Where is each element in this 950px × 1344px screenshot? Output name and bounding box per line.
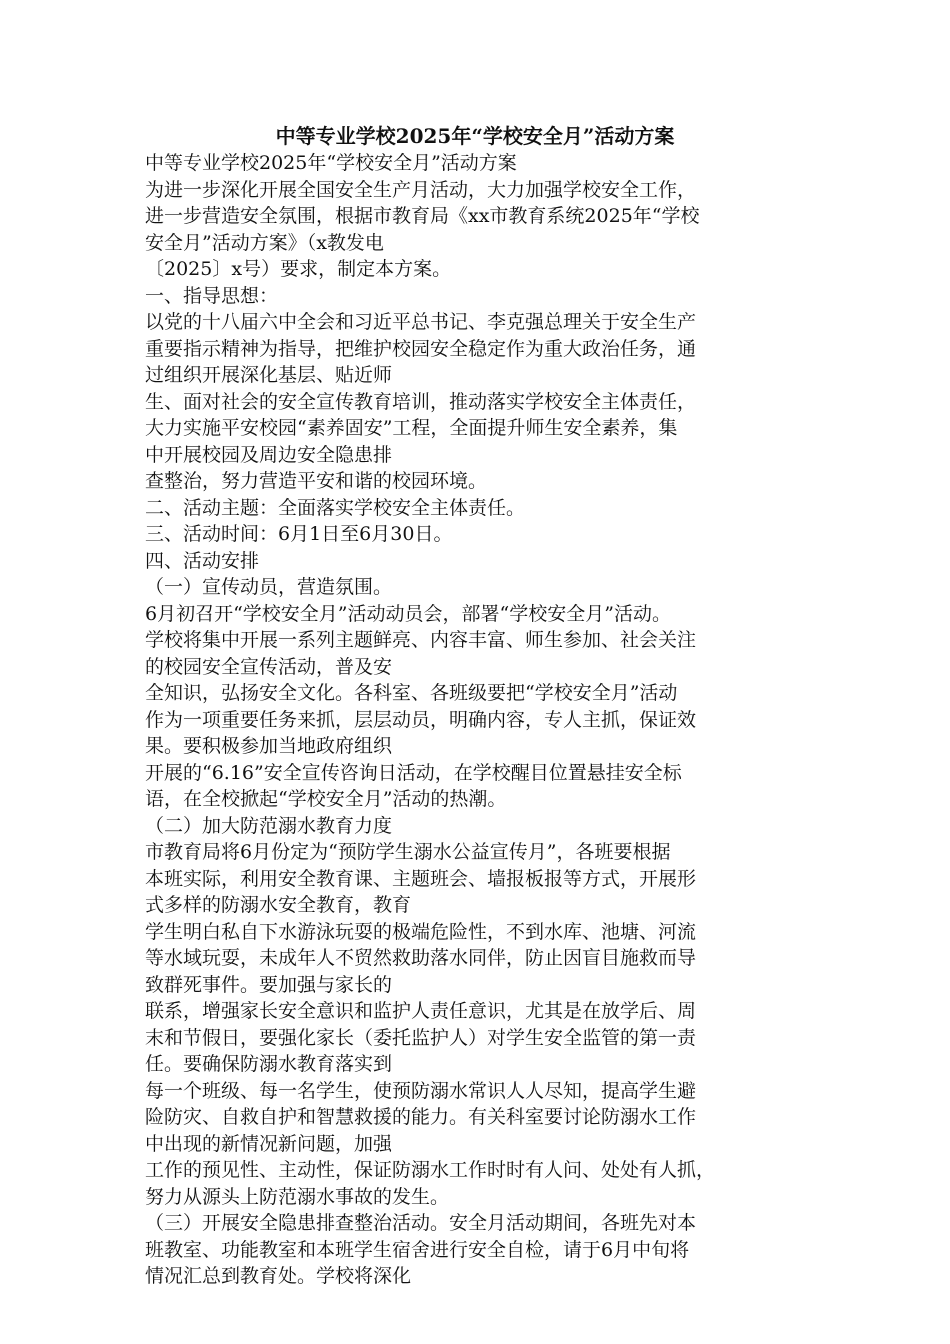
body-line: 全知识，弘扬安全文化。各科室、各班级要把“学校安全月”活动 <box>145 682 678 704</box>
body-line: 重要指示精神为指导，把维护校园安全稳定作为重大政治任务，通 <box>145 337 697 360</box>
body-line: （一）宣传动员，营造氛围。 <box>145 576 393 598</box>
body-line: 致群死事件。要加强与家长的 <box>145 973 393 996</box>
body-line: 6月初召开“学校安全月”活动动员会，部署“学校安全月”活动。 <box>145 602 671 625</box>
body-line: 为进一步深化开展全国安全生产月活动，大力加强学校安全工作， <box>145 178 697 201</box>
body-line: 险防灾、自救自护和智慧救援的能力。有关科室要讨论防溺水工作 <box>145 1106 697 1128</box>
body-line: 四、活动安排 <box>145 549 260 572</box>
body-line: 开展的“6.16”安全宣传咨询日活动，在学校醒目位置悬挂安全标 <box>145 761 682 784</box>
body-line: 联系，增强家长安全意识和监护人责任意识，尤其是在放学后、周 <box>145 1000 697 1022</box>
body-line: 的校园安全宣传活动，普及安 <box>145 655 393 678</box>
body-line: 学校将集中开展一系列主题鲜亮、内容丰富、师生参加、社会关注 <box>145 629 697 651</box>
body-line: 中等专业学校2025年“学校安全月”活动方案 <box>145 152 517 174</box>
body-line: 作为一项重要任务来抓，层层动员，明确内容，专人主抓，保证效 <box>145 708 697 731</box>
body-line: 每一个班级、每一名学生，使预防溺水常识人人尽知，提高学生避 <box>145 1079 697 1102</box>
body-line: 生、面对社会的安全宣传教育培训，推动落实学校安全主体责任， <box>145 390 697 413</box>
body-line: 努力从源头上防范溺水事故的发生。 <box>145 1185 450 1208</box>
body-line: 末和节假日，要强化家长（委托监护人）对学生安全监管的第一责 <box>145 1026 697 1049</box>
body-line: 中出现的新情况新问题，加强 <box>145 1132 393 1155</box>
body-line: 班教室、功能教室和本班学生宿舍进行安全自检，请于6月中旬将 <box>145 1238 690 1261</box>
body-line: 查整治，努力营造平安和谐的校园环境。 <box>145 470 488 492</box>
document-title: 中等专业学校2025年“学校安全月”活动方案 <box>275 124 675 148</box>
body-line: （二）加大防范溺水教育力度 <box>145 814 393 837</box>
body-line: 本班实际，利用安全教育课、主题班会、墙报板报等方式，开展形 <box>145 867 697 890</box>
body-line: 三、活动时间：6月1日至6月30日。 <box>145 523 453 545</box>
body-line: 学生明白私自下水游泳玩耍的极端危险性，不到水库、池塘、河流 <box>145 920 697 943</box>
document-body <box>145 150 825 1290</box>
body-line: 中开展校园及周边安全隐患排 <box>145 443 393 466</box>
body-line: （三）开展安全隐患排查整治活动。安全月活动期间，各班先对本 <box>145 1212 697 1234</box>
body-line: 进一步营造安全氛围，根据市教育局《xx市教育系统2025年“学校 <box>145 205 700 227</box>
body-line: 任。要确保防溺水教育落实到 <box>145 1053 393 1075</box>
body-line: 情况汇总到教育处。学校将深化 <box>145 1265 412 1287</box>
body-line: 〔2025〕x号）要求，制定本方案。 <box>145 258 452 280</box>
body-line: 等水域玩耍，未成年人不贸然救助落水同伴，防止因盲目施救而导 <box>145 947 697 969</box>
body-line: 一、指导思想： <box>145 284 279 307</box>
body-line: 果。要积极参加当地政府组织 <box>145 735 393 757</box>
body-line: 市教育局将6月份定为“预防学生溺水公益宣传月”，各班要根据 <box>145 841 671 863</box>
body-line: 过组织开展深化基层、贴近师 <box>145 364 393 386</box>
body-line: 语，在全校掀起“学校安全月”活动的热潮。 <box>145 788 507 810</box>
body-line: 二、活动主题：全面落实学校安全主体责任。 <box>145 496 526 519</box>
body-line: 式多样的防溺水安全教育，教育 <box>145 894 412 916</box>
body-line: 安全月”活动方案》（x教发电 <box>145 231 384 254</box>
body-line: 工作的预见性、主动性，保证防溺水工作时时有人问、处处有人抓， <box>145 1159 716 1181</box>
body-line: 大力实施平安校园“素养固安”工程，全面提升师生安全素养，集 <box>145 417 678 439</box>
body-line: 以党的十八届六中全会和习近平总书记、李克强总理关于安全生产 <box>145 311 697 333</box>
